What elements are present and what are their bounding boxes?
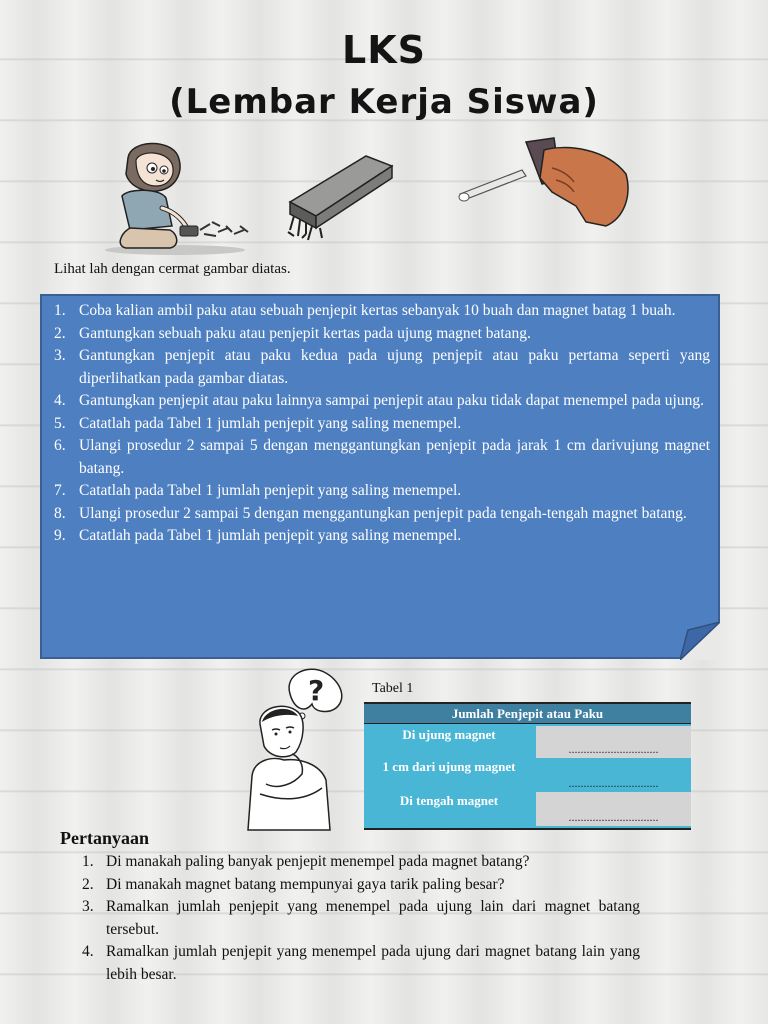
page-fold-corner xyxy=(680,622,720,660)
hand-holding-magnet-illustration xyxy=(456,136,636,236)
page-subtitle: (Lembar Kerja Siswa) xyxy=(169,82,599,122)
procedure-step: 9. Catatlah pada Tabel 1 jumlah penjepit yang saling menempel. xyxy=(54,527,462,544)
data-table xyxy=(364,702,691,830)
svg-text:?: ? xyxy=(308,674,325,707)
procedure-step: 8. Ulangi prosedur 2 sampai 5 dengan menggantungkan penjepit pada tengah-tengah magnet batang. xyxy=(54,504,687,522)
procedure-step: 3. Gantungkan penjepit atau paku kedua pada ujung penjepit atau paku pertama seperti yang diperlihatkan pada gambar diatas. xyxy=(54,347,710,387)
bar-magnet-with-nails-illustration xyxy=(280,150,400,250)
table-cell-answer[interactable]: .............................. xyxy=(536,792,691,826)
thinking-man-illustration xyxy=(244,664,354,832)
procedure-step: 4. Gantungkan penjepit atau paku lainnya sampai penjepit atau paku tidak dapat menempel pada ujung. xyxy=(54,392,704,409)
table-header: Jumlah Penjepit atau Paku xyxy=(364,704,691,724)
questions-title: Pertanyaan xyxy=(60,828,149,848)
table-row-label: 1 cm dari ujung magnet xyxy=(382,759,516,774)
procedure-step: 2. Gantungkan sebuah paku atau penjepit kertas pada ujung magnet batang. xyxy=(54,324,531,342)
questions-list xyxy=(76,851,640,986)
procedure-step: 6. Ulangi prosedur 2 sampai 5 dengan menggantungkan penjepit pada jarak 1 cm darivujung magnet batang. xyxy=(54,437,710,477)
table-row-label: Di ujung magnet xyxy=(402,727,496,742)
question-item: 1. Di manakah paling banyak penjepit menempel pada magnet batang? xyxy=(82,853,530,870)
question-item: 4. Ramalkan jumlah penjepit yang menempel pada ujung dari magnet batang lain yang lebih besar. xyxy=(82,943,640,983)
procedure-step: 7. Catatlah pada Tabel 1 jumlah penjepit yang saling menempel. xyxy=(54,482,462,499)
table-row-label: Di tengah magnet xyxy=(399,793,499,808)
question-item: 2. Di manakah magnet batang mempunyai gaya tarik paling besar? xyxy=(82,875,505,893)
illustration-caption: Lihat lah dengan cermat gambar diatas. xyxy=(54,261,291,277)
procedure-step: 5. Catatlah pada Tabel 1 jumlah penjepit yang saling menempel. xyxy=(54,414,462,432)
question-item: 3. Ramalkan jumlah penjepit yang menempel pada ujung lain dari magnet batang tersebut. xyxy=(82,898,640,938)
table-caption: Tabel 1 xyxy=(372,681,414,696)
procedure-steps xyxy=(48,300,710,548)
table-cell-answer[interactable]: .............................. xyxy=(536,726,691,758)
girl-with-magnet-illustration xyxy=(100,138,270,258)
page-title: LKS xyxy=(341,28,427,72)
procedure-step: 1. Coba kalian ambil paku atau sebuah penjepit kertas sebanyak 10 buah dan magnet batag 1 buah. xyxy=(54,302,676,319)
table-cell-answer[interactable]: .............................. xyxy=(536,760,691,792)
